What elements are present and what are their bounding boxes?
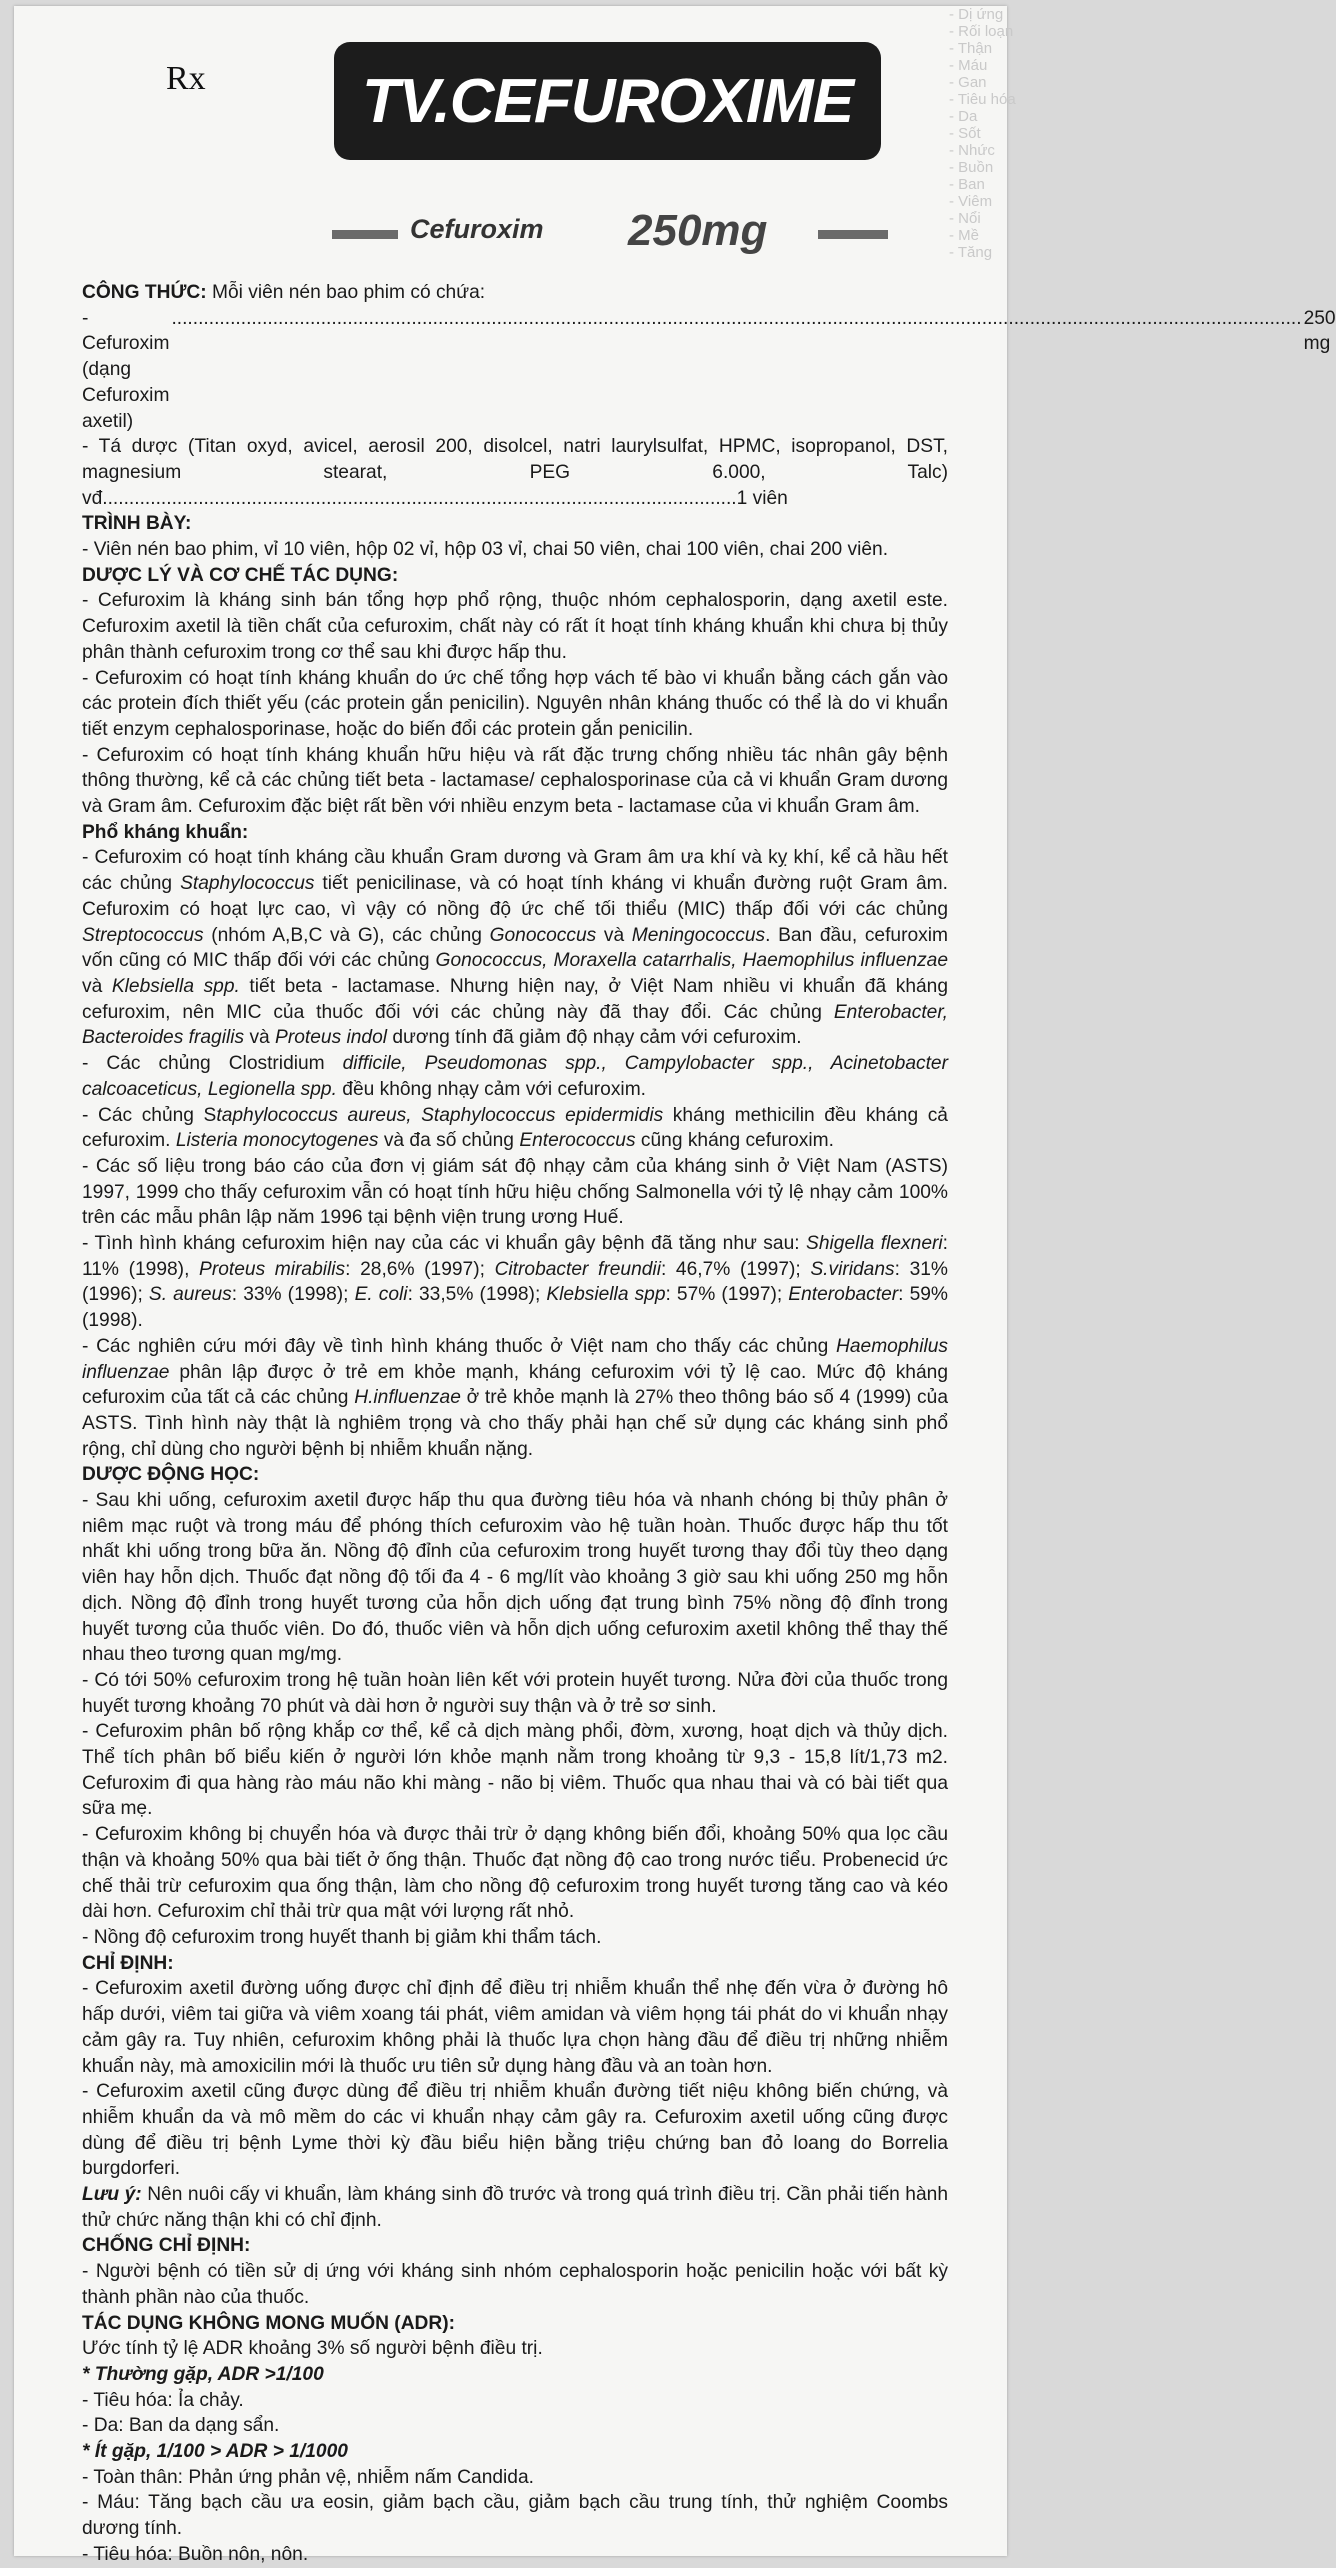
section-heading-indications: CHỈ ĐỊNH:: [82, 1952, 174, 1974]
indications-p1: - Cefuroxim axetil đường uống được chỉ định để điều trị nhiễm khuẩn thể nhẹ đến vừa ở đường hô hấp dưới, viêm tai giữa và viêm xoang tái phát, viêm amidan và viêm họng tái phát do vi khuẩn nhạy cảm gây ra. Tuy nhiên, cefuroxim không phải là thuốc lựa chọn hàng đầu để điều trị những nhiễm khuẩn này, mà amoxicilin mới là thuốc ưu tiên sử dụng hàng đầu và an toàn hơn.: [82, 1978, 948, 2077]
dot-leader: [171, 306, 1301, 332]
adverse-rare-heading: * Ít gặp, 1/100 > ADR > 1/1000: [82, 2441, 348, 2463]
strength: 250mg: [628, 206, 768, 255]
pharmacokinetics-p2: - Có tới 50% cefuroxim trong hệ tuần hoàn liên kết với protein huyết tương. Nửa đời của thuốc trong huyết tương khoảng 70 phút và dài hơn ở người suy thận và ở trẻ sơ sinh.: [82, 1669, 948, 1717]
spectrum-p1: - Cefuroxim có hoạt tính kháng cầu khuẩn Gram dương và Gram âm ưa khí và kỵ khí, kể cả hầu hết các chủng Staphylococcus tiết penicilinase, và có hoạt tính kháng vi khuẩn đường ruột Gram âm. Cefuroxim có hoạt lực cao, vì vậy có nồng độ ức chế tối thiểu (MIC) thấp đối với các chủng Streptococcus (nhóm A,B,C và G), các chủng Gonococcus và Meningococcus. Ban đầu, cefuroxim vốn cũng có MIC thấp đối với các chủng Gonococcus, Moraxella catarrhalis, Haemophilus influenzae và Klebsiella spp. tiết beta - lactamase. Nhưng hiện nay, ở Việt Nam nhiều vi khuẩn đã kháng cefuroxim, nên MIC của thuốc đối với các chủng này đã thay đổi. Các chủng Enterobacter, Bacteroides fragilis và Proteus indol dương tính đã giảm độ nhạy cảm với cefuroxim.: [82, 847, 949, 1049]
spectrum-p5: - Tình hình kháng cefuroxim hiện nay của các vi khuẩn gây bệnh đã tăng như sau: Shigella flexneri: 11% (1998), Proteus mirabilis: 28,6% (1997); Citrobacter freundii: 46,7% (1997); S.viridans: 31% (1996); S. aureus: 33% (1998); E. coli: 33,5% (1998); Klebsiella spp: 57% (1997); Enterobacter: 59% (1998).: [82, 1233, 948, 1332]
adverse-rare-item: - Toàn thân: Phản ứng phản vệ, nhiễm nấm Candida.: [82, 2466, 534, 2488]
spectrum-p2: - Các chủng Clostridium difficile, Pseudomonas spp., Campylobacter spp., Acinetobacter calcoaceticus, Legionella spp. đều không nhạy cảm với cefuroxim.: [82, 1053, 948, 1100]
composition-active-line: - Cefuroxim (dạng Cefuroxim axetil) ..... 250 mg: [82, 306, 948, 435]
rx-mark: Rx: [166, 60, 206, 97]
spectrum-p3: - Các chủng Staphylococcus aureus, Staphylococcus epidermidis kháng methicilin đều kháng cả cefuroxim. Listeria monocytogenes và đa số chủng Enterococcus cũng kháng cefuroxim.: [82, 1104, 948, 1152]
leaflet-body: [82, 280, 1336, 2568]
adverse-common-heading: * Thường gặp, ADR >1/100: [82, 2363, 324, 2385]
section-heading-adverse: TÁC DỤNG KHÔNG MONG MUỐN (ADR):: [82, 2312, 456, 2334]
section-heading-spectrum: Phổ kháng khuẩn:: [82, 821, 249, 843]
indications-p2: - Cefuroxim axetil cũng được dùng để điều trị nhiễm khuẩn đường tiết niệu không biến chứng, và nhiễm khuẩn da và mô mềm do các vi khuẩn nhạy cảm gây ra. Cefuroxim axetil uống cũng được dùng để điều trị bệnh Lyme thời kỳ đầu biểu hiện bằng triệu chứng ban đỏ loang do Borrelia burgdorferi.: [82, 2081, 948, 2180]
product-title-box: [334, 42, 881, 160]
indications-note: Lưu ý: Nên nuôi cấy vi khuẩn, làm kháng sinh đồ trước và trong quá trình điều trị. Cần phải tiến hành thử chức năng thận khi có chỉ định.: [82, 2184, 948, 2231]
decor-bar-right: [818, 230, 888, 239]
decor-bar-left: [332, 230, 398, 239]
spectrum-p6: - Các nghiên cứu mới đây về tình hình kháng thuốc ở Việt nam cho thấy các chủng Haemophilus influenzae phân lập được ở trẻ em khỏe mạnh, kháng cefuroxim với tỷ lệ cao. Mức độ kháng cefuroxim của tất cả các chủng H.influenzae ở trẻ khỏe mạnh là 27% theo thông báo số 4 (1999) của ASTS. Tình hình này thật là nghiêm trọng và cho thấy phải hạn chế sử dụng các kháng sinh phổ rộng, chỉ dùng cho người bệnh bị nhiễm khuẩn nặng.: [82, 1335, 948, 1460]
pharmacokinetics-p5: - Nồng độ cefuroxim trong huyết thanh bị giảm khi thẩm tách.: [82, 1927, 602, 1948]
dot-leader: .......................................................................................................................: [102, 487, 737, 509]
pharmacokinetics-p4: - Cefuroxim không bị chuyển hóa và được thải trừ ở dạng không biến đổi, khoảng 50% qua lọc cầu thận và khoảng 50% qua bài tiết ở ống thận. Thuốc đạt nồng độ cao trong nước tiểu. Probenecid ức chế thải trừ cefuroxim qua ống thận, làm cho nồng độ cefuroxim trong huyết tương tăng cao và kéo dài hơn. Cefuroxim chỉ thải trừ qua mật với lượng rất nhỏ.: [82, 1824, 948, 1923]
section-heading-pharmacokinetics: DƯỢC ĐỘNG HỌC:: [82, 1464, 260, 1486]
pharmacology-p3: - Cefuroxim có hoạt tính kháng khuẩn hữu hiệu và rất đặc trưng chống nhiều tác nhân gây bệnh thông thường, kể cả các chủng tiết beta - lactamase/ cephalosporinase của cả vi khuẩn Gram dương và Gram âm. Cefuroxim đặc biệt rất bền với nhiều enzym beta - lactamase của vi khuẩn Gram âm.: [82, 744, 948, 818]
section-heading-composition: CÔNG THỨC:: [82, 282, 207, 303]
adverse-rare-item: - Máu: Tăng bạch cầu ưa eosin, giảm bạch cầu, giảm bạch cầu trung tính, thử nghiệm Coombs dương tính.: [82, 2492, 948, 2540]
leaflet-page: [14, 6, 1336, 2565]
show-through-text: - Dị ứng - Rối loạn - Thận - Máu - Gan - Tiêu hóa - Da - Sốt - Nhức - Buồn - Ban - Viêm - Nổi - Mề - Tăng: [949, 6, 1016, 261]
presentation-text: - Viên nén bao phim, vỉ 10 viên, hộp 02 vỉ, hộp 03 vỉ, chai 50 viên, chai 100 viên, chai 200 viên.: [82, 539, 889, 561]
adverse-intro: Ước tính tỷ lệ ADR khoảng 3% số người bệnh điều trị.: [82, 2338, 543, 2360]
generic-name: Cefuroxim: [410, 214, 544, 244]
section-heading-pharmacology: DƯỢC LÝ VÀ CƠ CHẾ TÁC DỤNG:: [82, 564, 399, 586]
composition-intro: CÔNG THỨC: Mỗi viên nén bao phim có chứa:: [82, 282, 486, 303]
composition-excipients-line: - Tá dược (Titan oxyd, avicel, aerosil 200, disolcel, natri laurylsulfat, HPMC, isopropanol, DST, magnesium stearat, PEG 6.000, Talc) vđ.......................................................................................................................1 viên: [82, 436, 948, 509]
spectrum-p4: - Các số liệu trong báo cáo của đơn vị giám sát độ nhạy cảm của kháng sinh ở Việt Nam (ASTS) 1997, 1999 cho thấy cefuroxim vẫn có hoạt tính hữu hiệu chống Salmonella với tỷ lệ nhạy cảm 100% trên các mẫu phân lập năm 1996 tại bệnh viện trung ương Huế.: [82, 1155, 948, 1229]
note-label: Lưu ý:: [82, 2184, 142, 2206]
product-name: TV.CEFUROXIME: [361, 66, 854, 136]
adverse-common-item: - Tiêu hóa: Ỉa chảy.: [82, 2389, 244, 2411]
section-heading-presentation: TRÌNH BÀY:: [82, 513, 192, 535]
contraindications-text: - Người bệnh có tiền sử dị ứng với kháng sinh nhóm cephalosporin hoặc penicilin hoặc với bất kỳ thành phần nào của thuốc.: [82, 2261, 948, 2308]
pharmacology-p1: - Cefuroxim là kháng sinh bán tổng hợp phổ rộng, thuộc nhóm cephalosporin, dạng axetil este. Cefuroxim axetil là tiền chất của cefuroxim, chất này có rất ít hoạt tính kháng khuẩn khi chưa bị thủy phân thành cefuroxim trong cơ thể sau khi được hấp thu.: [82, 590, 948, 663]
pharmacology-p2: - Cefuroxim có hoạt tính kháng khuẩn do ức chế tổng hợp vách tế bào vi khuẩn bằng cách gắn vào các protein đích thiết yếu (các protein gắn penicilin). Nguyên nhân kháng thuốc có thể là do vi khuẩn tiết enzym cephalosporinase, hoặc do biến đổi các protein gắn penicilin.: [82, 667, 948, 740]
adverse-common-item: - Da: Ban da dạng sẩn.: [82, 2415, 280, 2437]
section-heading-contraindications: CHỐNG CHỈ ĐỊNH:: [82, 2235, 251, 2257]
product-subtitle: [332, 206, 892, 256]
adverse-rare-item: - Tiêu hóa: Buồn nôn, nôn.: [82, 2543, 309, 2565]
pharmacokinetics-p1: - Sau khi uống, cefuroxim axetil được hấp thu qua đường tiêu hóa và nhanh chóng bị thủy phân ở niêm mạc ruột và trong máu để phóng thích cefuroxim vào hệ tuần hoàn. Thuốc được hấp thu tốt nhất khi uống trong bữa ăn. Nồng độ đỉnh của cefuroxim trong huyết tương thay đổi tùy theo dạng viên hay hỗn dịch. Thuốc đạt nồng độ tối đa 4 - 6 mg/lít vào khoảng 3 giờ sau khi uống 250 mg hỗn dịch. Nồng độ đỉnh trong huyết tương của hỗn dịch uống đạt trung bình 75% nồng độ đỉnh trong huyết tương của thuốc viên. Do đó, thuốc viên và hỗn dịch uống cefuroxim axetil không thể thay thế nhau theo tương quan mg/mg.: [82, 1490, 948, 1666]
pharmacokinetics-p3: - Cefuroxim phân bố rộng khắp cơ thể, kể cả dịch màng phổi, đờm, xương, hoạt dịch và thủy dịch. Thể tích phân bố biểu kiến ở người lớn khỏe mạnh nằm trong khoảng từ 9,3 - 15,8 lít/1,73 m2. Cefuroxim đi qua hàng rào máu não khi màng - não bị viêm. Thuốc qua nhau thai và có bài tiết qua sữa mẹ.: [82, 1721, 948, 1820]
